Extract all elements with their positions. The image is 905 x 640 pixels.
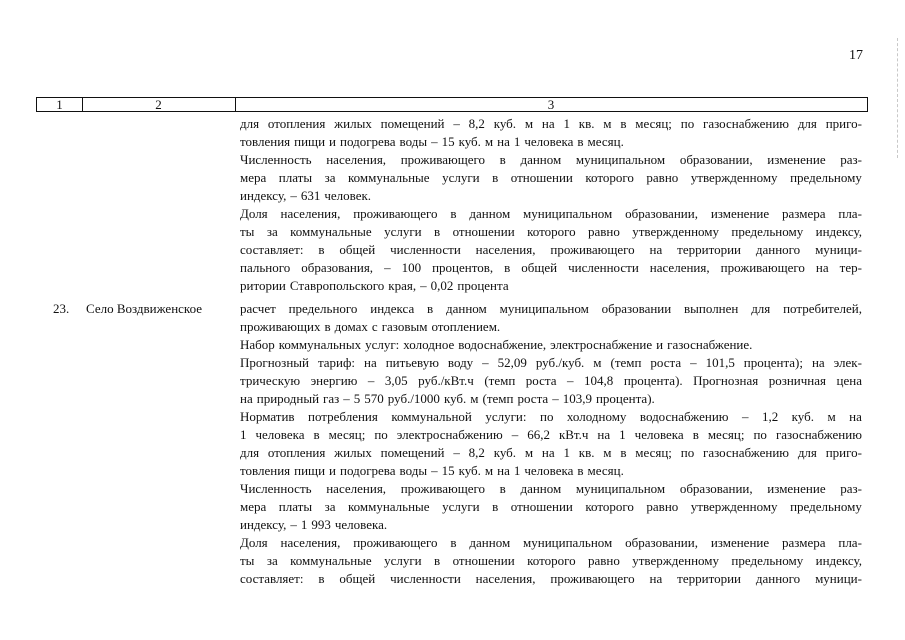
- entry-settlement-name: Село Воздвиженское: [86, 301, 203, 316]
- text-line: составляет: в общей численности населения, проживающего на территории данного муници-: [240, 242, 862, 257]
- text-line: ты за коммунальные услуги в отношении которого равно утвержденному предельному индексу,: [240, 224, 862, 239]
- text-line: трическую энергию – 3,05 руб./кВт.ч (темп роста – 104,8 процента). Прогнозная розничная цена: [240, 373, 862, 388]
- column-header-3: 3: [547, 97, 555, 112]
- text-line: Численность населения, проживающего в данном муниципальном образовании, изменение раз-: [240, 481, 862, 496]
- scan-margin-mark: [897, 38, 899, 158]
- text-line: Доля населения, проживающего в данном муниципальном образовании, изменение размера пла-: [240, 535, 862, 550]
- text-line: индексу, – 1 993 человека.: [240, 517, 388, 532]
- text-line: мера платы за коммунальные услуги в отношении которого равно утвержденному предельному: [240, 499, 862, 514]
- text-line: Численность населения, проживающего в данном муниципальном образовании, изменение раз-: [240, 152, 862, 167]
- text-line: индексу, – 631 человек.: [240, 188, 372, 203]
- text-line: ты за коммунальные услуги в отношении которого равно утвержденному предельному индексу,: [240, 553, 862, 568]
- entry-description-text: [240, 300, 862, 588]
- column-header-1: 1: [37, 98, 83, 111]
- text-line: товления пищи и подогрева воды – 15 куб. м на 1 человека в месяц.: [240, 134, 624, 149]
- table-column-header-row: [36, 97, 868, 112]
- text-line: Доля населения, проживающего в данном муниципальном образовании, изменение размера пла-: [240, 206, 862, 221]
- entry-number: 23.: [53, 301, 70, 316]
- column-header-2: 2: [82, 98, 236, 111]
- text-line: на природный газ – 5 570 руб./1000 куб. м (темп роста – 103,9 процента).: [240, 391, 655, 406]
- text-line: расчет предельного индекса в данном муниципальном образовании выполнен для потребителей,: [240, 301, 862, 316]
- text-line: Прогнозный тариф: на питьевую воду – 52,09 руб./куб. м (темп роста – 101,5 процента); на элек-: [240, 355, 862, 370]
- text-line: проживающих в домах с газовым отоплением.: [240, 319, 501, 334]
- text-line: составляет: в общей численности населения, проживающего на территории данного муници-: [240, 571, 862, 586]
- text-line: товления пищи и подогрева воды – 15 куб. м на 1 человека в месяц.: [240, 463, 624, 478]
- page-number: 17: [849, 48, 863, 63]
- continuation-text: [240, 115, 862, 295]
- text-line: Набор коммунальных услуг: холодное водоснабжение, электроснабжение и газоснабжение.: [240, 337, 753, 352]
- text-line: для отопления жилых помещений – 8,2 куб. м на 1 кв. м в месяц; по газоснабжению для приго-: [240, 116, 862, 131]
- text-line: 1 человека в месяц; по электроснабжению – 66,2 кВт.ч на 1 человека в месяц; по газоснабжению: [240, 427, 862, 442]
- text-line: мера платы за коммунальные услуги в отношении которого равно утвержденному предельному: [240, 170, 862, 185]
- text-line: для отопления жилых помещений – 8,2 куб. м на 1 кв. м в месяц; по газоснабжению для приго-: [240, 445, 862, 460]
- text-line: Норматив потребления коммунальной услуги: по холодному водоснабжению – 1,2 куб. м на: [240, 409, 862, 424]
- text-line: ритории Ставропольского края, – 0,02 процента: [240, 278, 509, 293]
- text-line: пального образования, – 100 процентов, в общей численности населения, проживающего на тер-: [240, 260, 862, 275]
